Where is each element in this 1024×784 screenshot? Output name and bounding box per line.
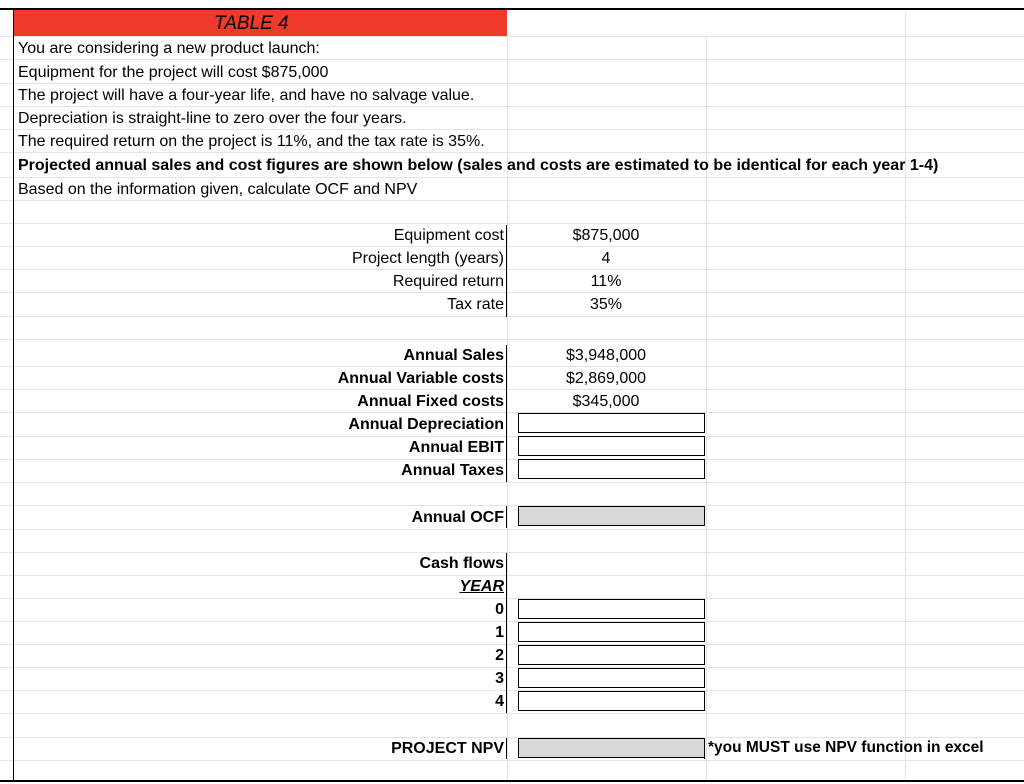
annual-fixed-costs-value[interactable]: $345,000 (572, 393, 640, 410)
year-0-label: 0 (495, 601, 504, 618)
annual-ebit-input[interactable] (518, 436, 705, 456)
annual-ocf-label: Annual OCF (411, 509, 504, 526)
annual-depreciation-label: Annual Depreciation (348, 416, 504, 433)
annual-depreciation-input[interactable] (518, 413, 705, 433)
annual-ebit-label: Annual EBIT (408, 439, 504, 456)
annual-ocf-input[interactable] (518, 506, 705, 526)
project-npv-input[interactable] (518, 738, 705, 758)
intro-line-bold: Projected annual sales and cost figures are shown below (sales and costs are estimated to be identical for each year 1-4) (18, 157, 939, 174)
intro-line: Based on the information given, calculate OCF and NPV (18, 181, 418, 198)
annual-variable-costs-value[interactable]: $2,869,000 (565, 370, 647, 387)
tax-rate-label: Tax rate (447, 296, 504, 313)
intro-line: Depreciation is straight-line to zero over the four years. (18, 110, 407, 127)
intro-line: Equipment for the project will cost $875,000 (18, 64, 329, 81)
project-length-label: Project length (years) (351, 250, 504, 267)
annual-taxes-label: Annual Taxes (401, 462, 504, 479)
annual-taxes-input[interactable] (518, 459, 705, 479)
tax-rate-value[interactable]: 35% (589, 296, 623, 313)
annual-fixed-costs-label: Annual Fixed costs (357, 393, 504, 410)
cash-flow-year-2-input[interactable] (518, 645, 705, 665)
cash-flow-year-4-input[interactable] (518, 691, 705, 711)
cash-flow-year-0-input[interactable] (518, 599, 705, 619)
year-4-label: 4 (495, 693, 504, 710)
table-title: TABLE 4 (14, 10, 507, 36)
year-1-label: 1 (495, 624, 504, 641)
cash-flow-year-1-input[interactable] (518, 622, 705, 642)
annual-sales-label: Annual Sales (403, 347, 504, 364)
intro-line: The project will have a four-year life, and have no salvage value. (18, 87, 475, 104)
npv-note: *you MUST use NPV function in excel (708, 739, 984, 756)
equipment-cost-label: Equipment cost (393, 227, 504, 244)
year-2-label: 2 (495, 647, 504, 664)
cash-flows-heading: Cash flows (419, 555, 504, 572)
annual-variable-costs-label: Annual Variable costs (337, 370, 504, 387)
cash-flow-year-3-input[interactable] (518, 668, 705, 688)
required-return-value[interactable]: 11% (590, 273, 622, 290)
year-3-label: 3 (495, 670, 504, 687)
required-return-label: Required return (392, 273, 504, 290)
project-length-value[interactable]: 4 (601, 250, 611, 267)
equipment-cost-value[interactable]: $875,000 (572, 227, 640, 244)
annual-sales-value[interactable]: $3,948,000 (565, 347, 647, 364)
intro-line: You are considering a new product launch: (18, 40, 320, 57)
intro-line: The required return on the project is 11%, and the tax rate is 35%. (18, 133, 485, 150)
project-npv-label: PROJECT NPV (391, 740, 504, 757)
year-heading: YEAR (459, 578, 504, 595)
